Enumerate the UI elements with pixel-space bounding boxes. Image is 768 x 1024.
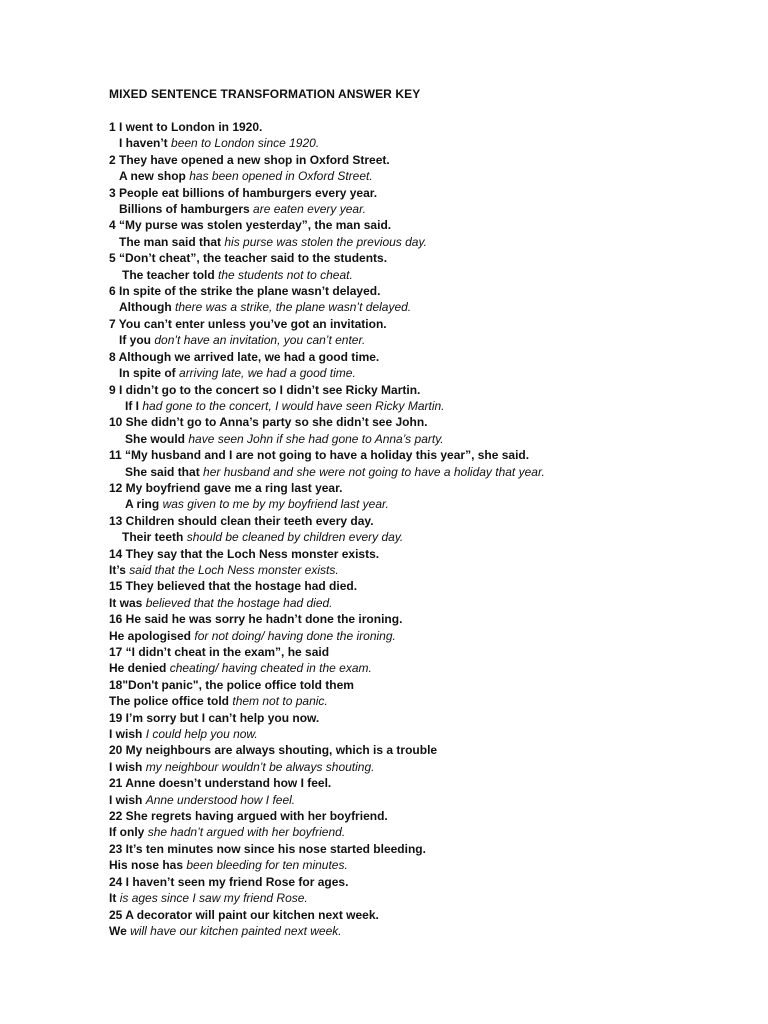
question-sentence: 20 My neighbours are always shouting, which is a trouble <box>109 743 438 758</box>
answer-lead-words: It <box>109 891 117 906</box>
answer-item <box>109 480 728 513</box>
question-sentence: 4 “My purse was stolen yesterday”, the man said. <box>109 218 392 233</box>
answer-key-list <box>109 119 728 939</box>
answer-completion: been bleeding for ten minutes. <box>186 858 348 873</box>
answer-completion: Anne understood how I feel. <box>145 792 296 807</box>
question-sentence: 8 Although we arrived late, we had a good time. <box>109 349 380 364</box>
answer-lead-words: He denied <box>109 661 167 676</box>
answer-lead-words: I haven’t <box>119 136 168 151</box>
answer-item <box>109 382 728 415</box>
answer-sentence <box>109 464 728 480</box>
answer-completion: believed that the hostage had died. <box>145 595 333 610</box>
answer-sentence <box>109 628 728 644</box>
answer-sentence <box>109 792 728 808</box>
answer-lead-words: It’s <box>109 562 126 577</box>
answer-completion: has been opened in Oxford Street. <box>189 169 373 184</box>
answer-sentence <box>109 332 728 348</box>
answer-lead-words: Billions of hamburgers <box>119 202 250 217</box>
answer-lead-words: She said that <box>125 464 200 479</box>
answer-lead-words: The police office told <box>109 694 230 709</box>
answer-completion: are eaten every year. <box>253 202 366 217</box>
answer-item <box>109 119 728 152</box>
question-sentence: 21 Anne doesn’t understand how I feel. <box>109 776 332 791</box>
answer-lead-words: A ring <box>125 497 160 512</box>
answer-item <box>109 742 728 775</box>
answer-lead-words: I wish <box>109 759 143 774</box>
answer-lead-words: She would <box>125 431 185 446</box>
answer-lead-words: It was <box>109 595 143 610</box>
answer-sentence <box>109 857 728 873</box>
answer-item <box>109 677 728 710</box>
answer-lead-words: In spite of <box>119 366 176 381</box>
answer-sentence <box>109 890 728 906</box>
question-sentence: 11 “My husband and I are not going to have a holiday this year”, she said. <box>109 448 530 463</box>
answer-completion: for not doing/ having done the ironing. <box>194 628 396 643</box>
answer-sentence <box>109 168 728 184</box>
answer-sentence <box>109 759 728 775</box>
answer-completion: his purse was stolen the previous day. <box>224 234 427 249</box>
answer-sentence <box>109 923 728 939</box>
answer-completion: don’t have an invitation, you can’t enter. <box>154 333 366 348</box>
answer-sentence <box>109 726 728 742</box>
question-sentence: 17 “I didn’t cheat in the exam”, he said <box>109 645 330 659</box>
answer-item <box>109 710 728 743</box>
answer-lead-words: He apologised <box>109 628 192 643</box>
answer-item <box>109 349 728 382</box>
answer-completion: her husband and she were not going to have a holiday that year. <box>203 464 545 479</box>
answer-lead-words: We <box>109 923 127 938</box>
answer-completion: said that the Loch Ness monster exists. <box>129 562 339 577</box>
question-sentence: 24 I haven’t seen my friend Rose for ages. <box>109 874 349 889</box>
answer-completion: she hadn’t argued with her boyfriend. <box>147 825 346 840</box>
answer-sentence <box>109 824 728 840</box>
answer-sentence <box>109 267 728 283</box>
answer-sentence <box>109 595 728 611</box>
answer-sentence <box>109 201 728 217</box>
question-sentence: 10 She didn’t go to Anna’s party so she didn’t see John. <box>109 415 428 430</box>
answer-sentence <box>109 529 728 545</box>
question-sentence: 22 She regrets having argued with her boyfriend. <box>109 809 388 824</box>
answer-lead-words: A new shop <box>119 169 186 184</box>
answer-item <box>109 775 728 808</box>
answer-item <box>109 907 728 940</box>
answer-item <box>109 152 728 185</box>
question-sentence: 9 I didn’t go to the concert so I didn’t see Ricky Martin. <box>109 382 421 397</box>
question-sentence: 19 I’m sorry but I can’t help you now. <box>109 710 320 725</box>
answer-sentence <box>109 234 728 250</box>
answer-completion: have seen John if she had gone to Anna’s party. <box>188 431 444 446</box>
answer-completion: should be cleaned by children every day. <box>186 530 404 545</box>
answer-sentence <box>109 365 728 381</box>
answer-lead-words: Although <box>119 300 172 315</box>
answer-completion: arriving late, we had a good time. <box>179 366 356 381</box>
answer-item <box>109 513 728 546</box>
answer-lead-words: I wish <box>109 792 143 807</box>
answer-lead-words: Their teeth <box>122 530 184 545</box>
answer-completion: had gone to the concert, I would have seen Ricky Martin. <box>142 398 445 413</box>
answer-item <box>109 316 728 349</box>
answer-completion: cheating/ having cheated in the exam. <box>169 661 372 676</box>
answer-completion: is ages since I saw my friend Rose. <box>119 891 308 906</box>
answer-completion: I could help you now. <box>145 727 258 742</box>
answer-item <box>109 250 728 283</box>
answer-sentence <box>109 135 728 151</box>
answer-lead-words: If I <box>125 398 139 413</box>
answer-completion: them not to panic. <box>232 694 328 709</box>
question-sentence: 6 In spite of the strike the plane wasn’t delayed. <box>109 284 381 299</box>
question-sentence: 1 I went to London in 1920. <box>109 120 263 134</box>
question-sentence: 15 They believed that the hostage had died. <box>109 579 358 594</box>
answer-lead-words: If only <box>109 825 145 840</box>
question-sentence: 13 Children should clean their teeth every day. <box>109 513 374 528</box>
answer-lead-words: I wish <box>109 727 143 742</box>
question-sentence: 5 “Don’t cheat”, the teacher said to the students. <box>109 251 388 266</box>
question-sentence: 25 A decorator will paint our kitchen next week. <box>109 907 379 922</box>
answer-item <box>109 447 728 480</box>
answer-lead-words: The teacher told <box>122 267 215 282</box>
answer-item <box>109 808 728 841</box>
question-sentence: 3 People eat billions of hamburgers every year. <box>109 185 378 200</box>
question-sentence: 23 It’s ten minutes now since his nose started bleeding. <box>109 841 426 856</box>
answer-completion: will have our kitchen painted next week. <box>130 923 342 938</box>
answer-completion: there was a strike, the plane wasn’t delayed. <box>175 300 412 315</box>
answer-item <box>109 841 728 874</box>
answer-item <box>109 644 728 677</box>
answer-item <box>109 283 728 316</box>
answer-item <box>109 185 728 218</box>
answer-item <box>109 414 728 447</box>
answer-completion: the students not to cheat. <box>218 267 353 282</box>
answer-lead-words: If you <box>119 333 151 348</box>
question-sentence: 7 You can’t enter unless you’ve got an invitation. <box>109 316 387 331</box>
answer-lead-words: His nose has <box>109 858 184 873</box>
answer-sentence <box>109 299 728 315</box>
answer-item <box>109 874 728 907</box>
question-sentence: 12 My boyfriend gave me a ring last year. <box>109 480 343 495</box>
question-sentence: 16 He said he was sorry he hadn’t done the ironing. <box>109 612 403 627</box>
answer-completion: was given to me by my boyfriend last year. <box>162 497 389 512</box>
answer-sentence <box>109 398 728 414</box>
question-sentence: 18"Don't panic", the police office told them <box>109 677 354 692</box>
answer-item <box>109 217 728 250</box>
document-title: MIXED SENTENCE TRANSFORMATION ANSWER KEY <box>109 87 421 101</box>
answer-sentence <box>109 562 728 578</box>
answer-completion: my neighbour wouldn’t be always shouting. <box>145 759 375 774</box>
answer-sentence <box>109 431 728 447</box>
question-sentence: 2 They have opened a new shop in Oxford Street. <box>109 152 390 167</box>
answer-item <box>109 546 728 579</box>
question-sentence: 14 They say that the Loch Ness monster exists. <box>109 546 380 561</box>
answer-sentence <box>109 660 728 676</box>
answer-sentence <box>109 496 728 512</box>
answer-completion: been to London since 1920. <box>171 136 320 151</box>
answer-item <box>109 578 728 611</box>
answer-sentence <box>109 693 728 709</box>
answer-lead-words: The man said that <box>119 234 222 249</box>
answer-item <box>109 611 728 644</box>
